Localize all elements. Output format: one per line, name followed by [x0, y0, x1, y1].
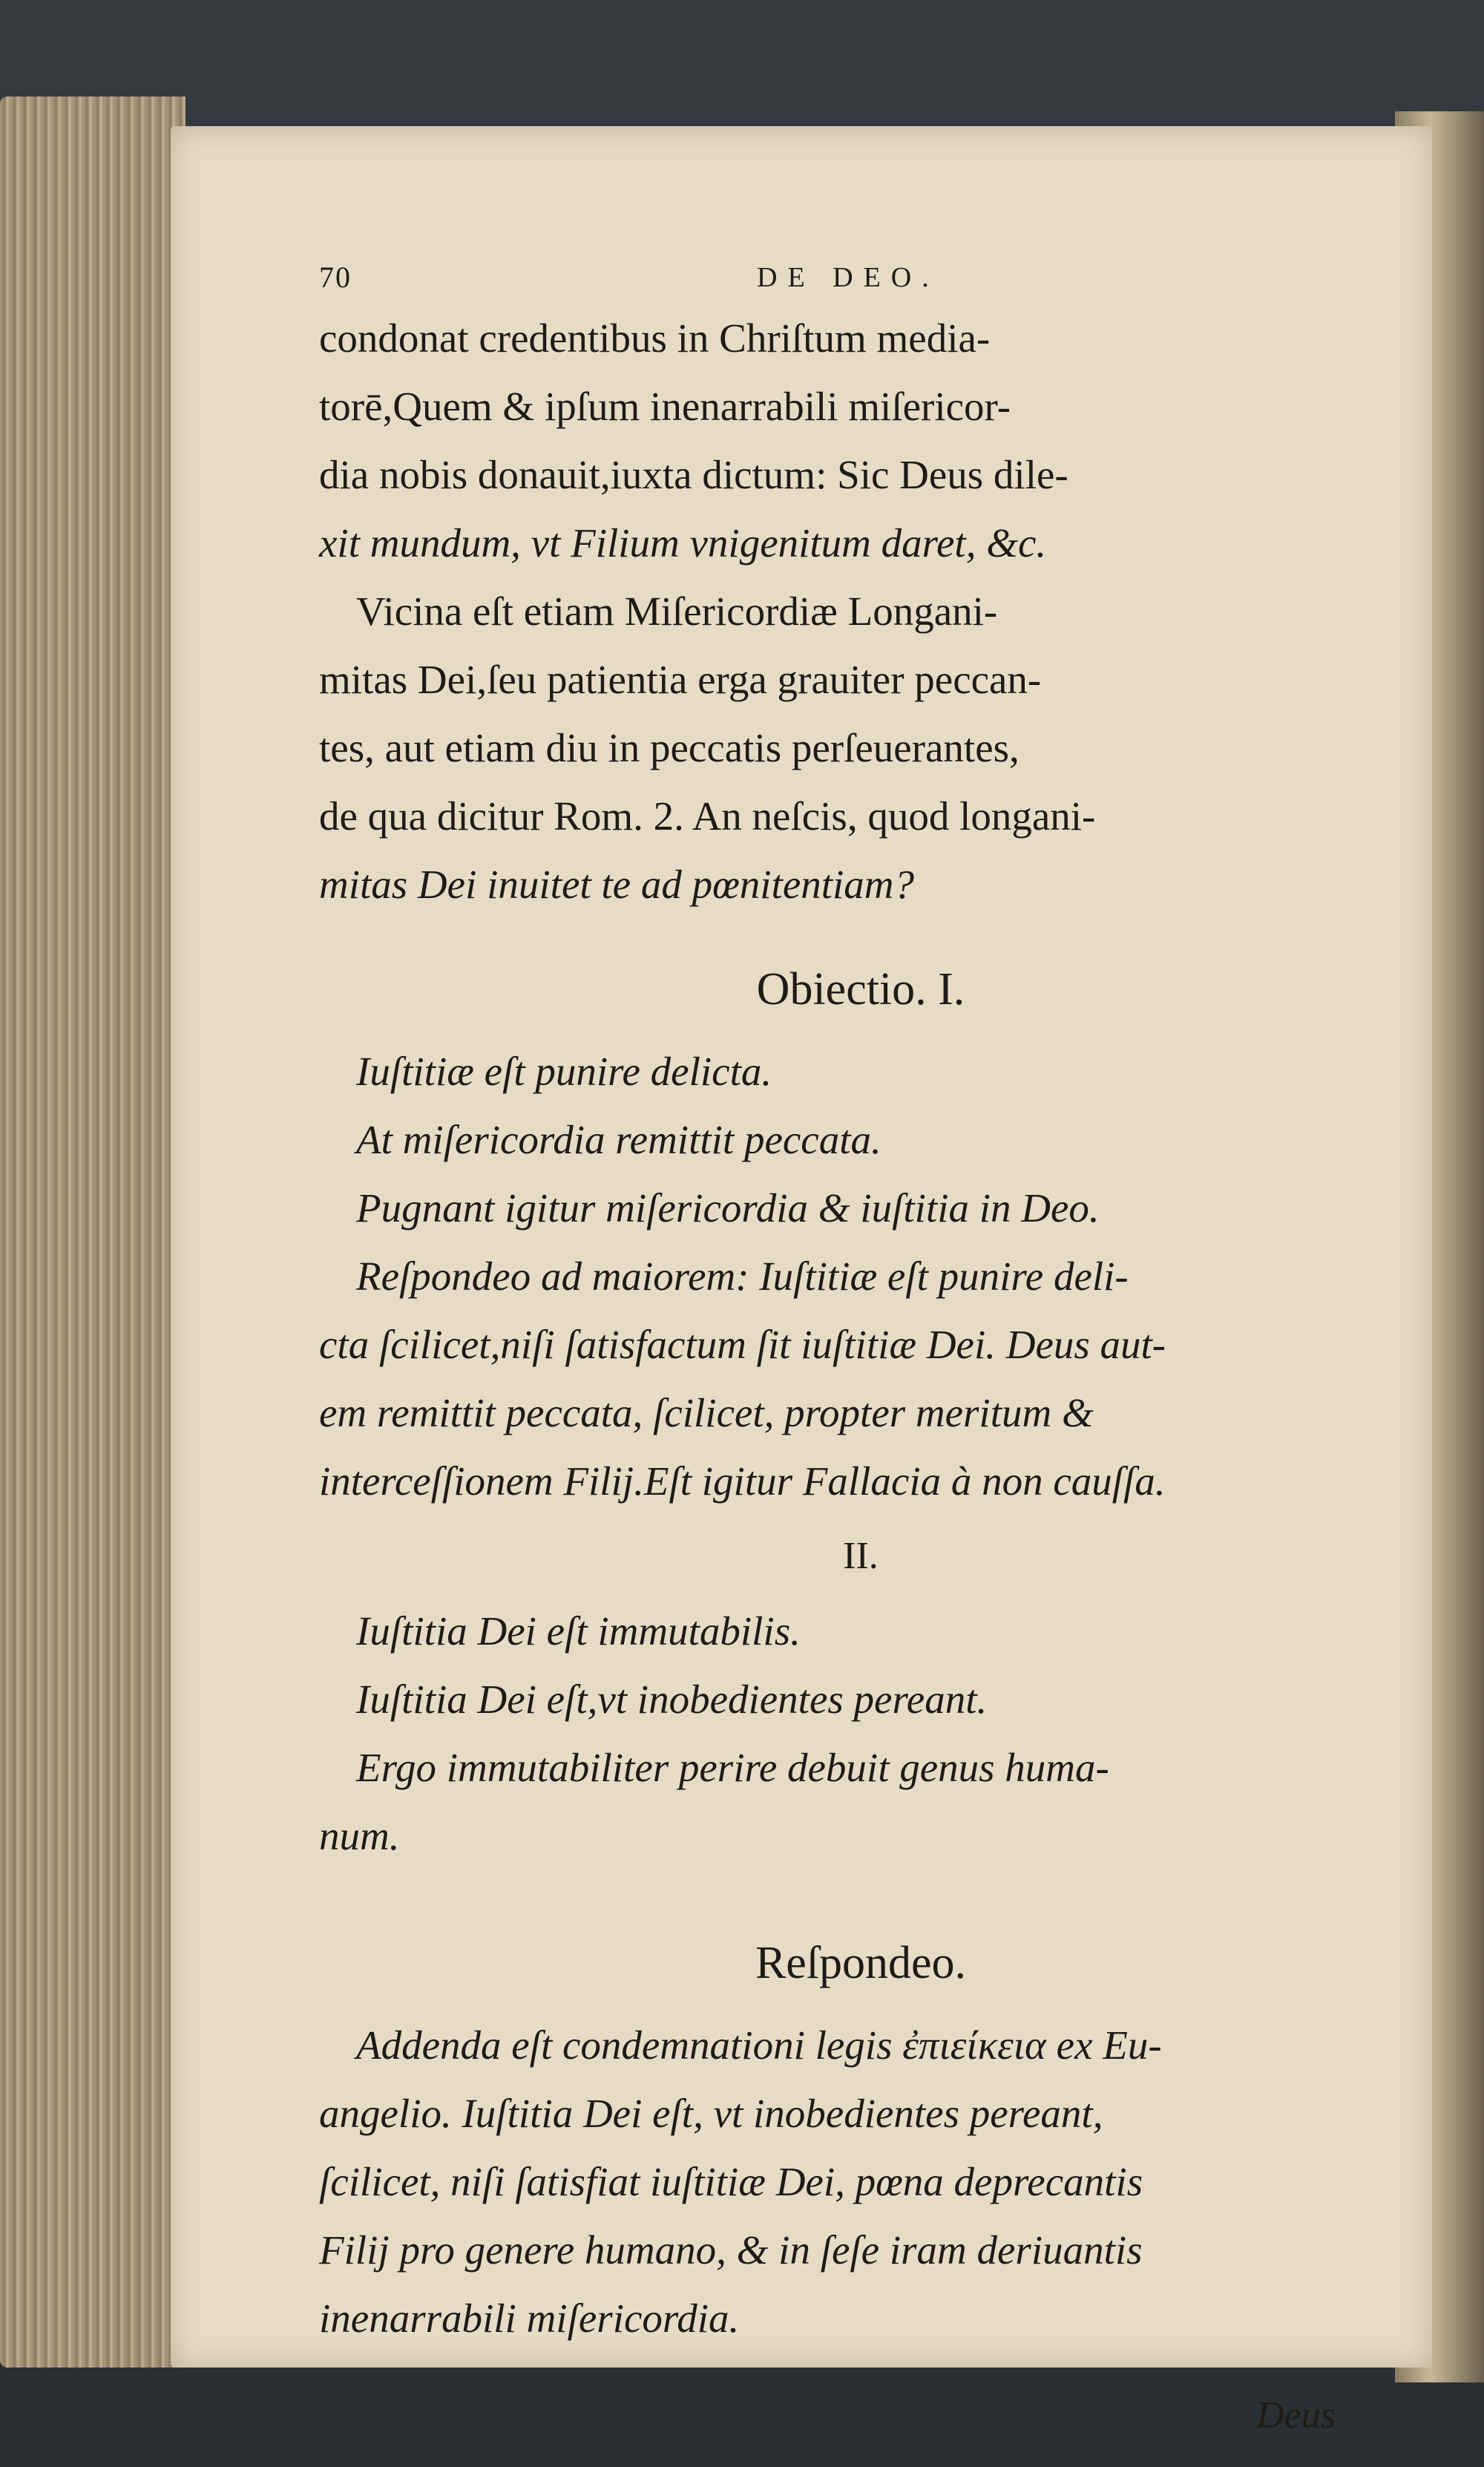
syllogism-line: Iuſtitiæ eſt punire delicta. [356, 1049, 772, 1094]
syllogism-line: num. [319, 1813, 400, 1858]
syllogism-line: At miſericordia remittit peccata. [356, 1117, 881, 1162]
response-line: Reſpondeo ad maiorem: Iuſtitiæ eſt punire deli- [356, 1254, 1129, 1299]
response-heading: Reſpondeo. [755, 1938, 967, 1988]
syllogism-line: Pugnant igitur miſericordia & iuſtitia in Deo. [356, 1185, 1100, 1231]
response-2 [148, 1915, 1402, 2353]
page-header [148, 252, 1402, 304]
text-line: mitas Dei,ſeu patientia erga grauiter peccan- [319, 657, 1042, 702]
response-line: Filij pro genere humano, & in ſeſe iram deriuantis [319, 2227, 1143, 2273]
objection-heading: Obiectio. I. [756, 964, 965, 1015]
response-line: Addenda eſt condemnationi legis ἐπιείκεια ex Eu- [356, 2022, 1162, 2068]
objection-1 [148, 941, 1402, 1516]
paragraph-2 [148, 577, 1402, 919]
text-line: tes, aut etiam diu in peccatis perſeuerantes, [319, 725, 1020, 770]
text-line: xit mundum, vt Filium vnigenitum daret, &c. [319, 520, 1047, 566]
paragraph-1 [148, 304, 1402, 577]
catchword: Deus [1256, 2394, 1336, 2437]
response-line: inenarrabili miſericordia. [319, 2296, 740, 2341]
page-number: 70 [319, 261, 352, 294]
text-line: mitas Dei inuitet te ad pœnitentiam? [319, 862, 915, 907]
syllogism-line: Iuſtitia Dei eſt immutabilis. [356, 1608, 801, 1654]
text-line: de qua dicitur Rom. 2. An neſcis, quod longani- [319, 793, 1096, 839]
syllogism-line: Ergo immutabiliter perire debuit genus huma- [356, 1745, 1109, 1790]
text-line: Vicina eſt etiam Miſericordiæ Longani- [356, 589, 998, 634]
objection-numeral: II. [843, 1535, 879, 1577]
text-line: condonat credentibus in Chriſtum media- [319, 315, 991, 361]
response-line: em remittit peccata, ſcilicet, propter meritum & [319, 1390, 1094, 1435]
text-line: torē,Quem & ipſum inenarrabili miſericor- [319, 384, 1011, 429]
text-line: dia nobis donauit,iuxta dictum: Sic Deus dile- [319, 452, 1068, 497]
syllogism-line: Iuſtitia Dei eſt,vt inobedientes pereant. [356, 1677, 988, 1722]
response-line: cta ſcilicet,niſi ſatisfactum ſit iuſtitiæ Dei. Deus aut- [319, 1322, 1166, 1367]
running-title: DE DEO. [757, 262, 939, 293]
page-text [319, 252, 1402, 2457]
response-line: ſcilicet, niſi ſatisfiat iuſtitiæ Dei, pœna deprecantis [319, 2159, 1143, 2204]
response-line: interceſſionem Filij.Eſt igitur Fallacia à non cauſſa. [319, 1458, 1166, 1504]
response-line: angelio. Iuſtitia Dei eſt, vt inobedientes pereant, [319, 2091, 1103, 2136]
objection-2 [148, 1516, 1402, 1870]
